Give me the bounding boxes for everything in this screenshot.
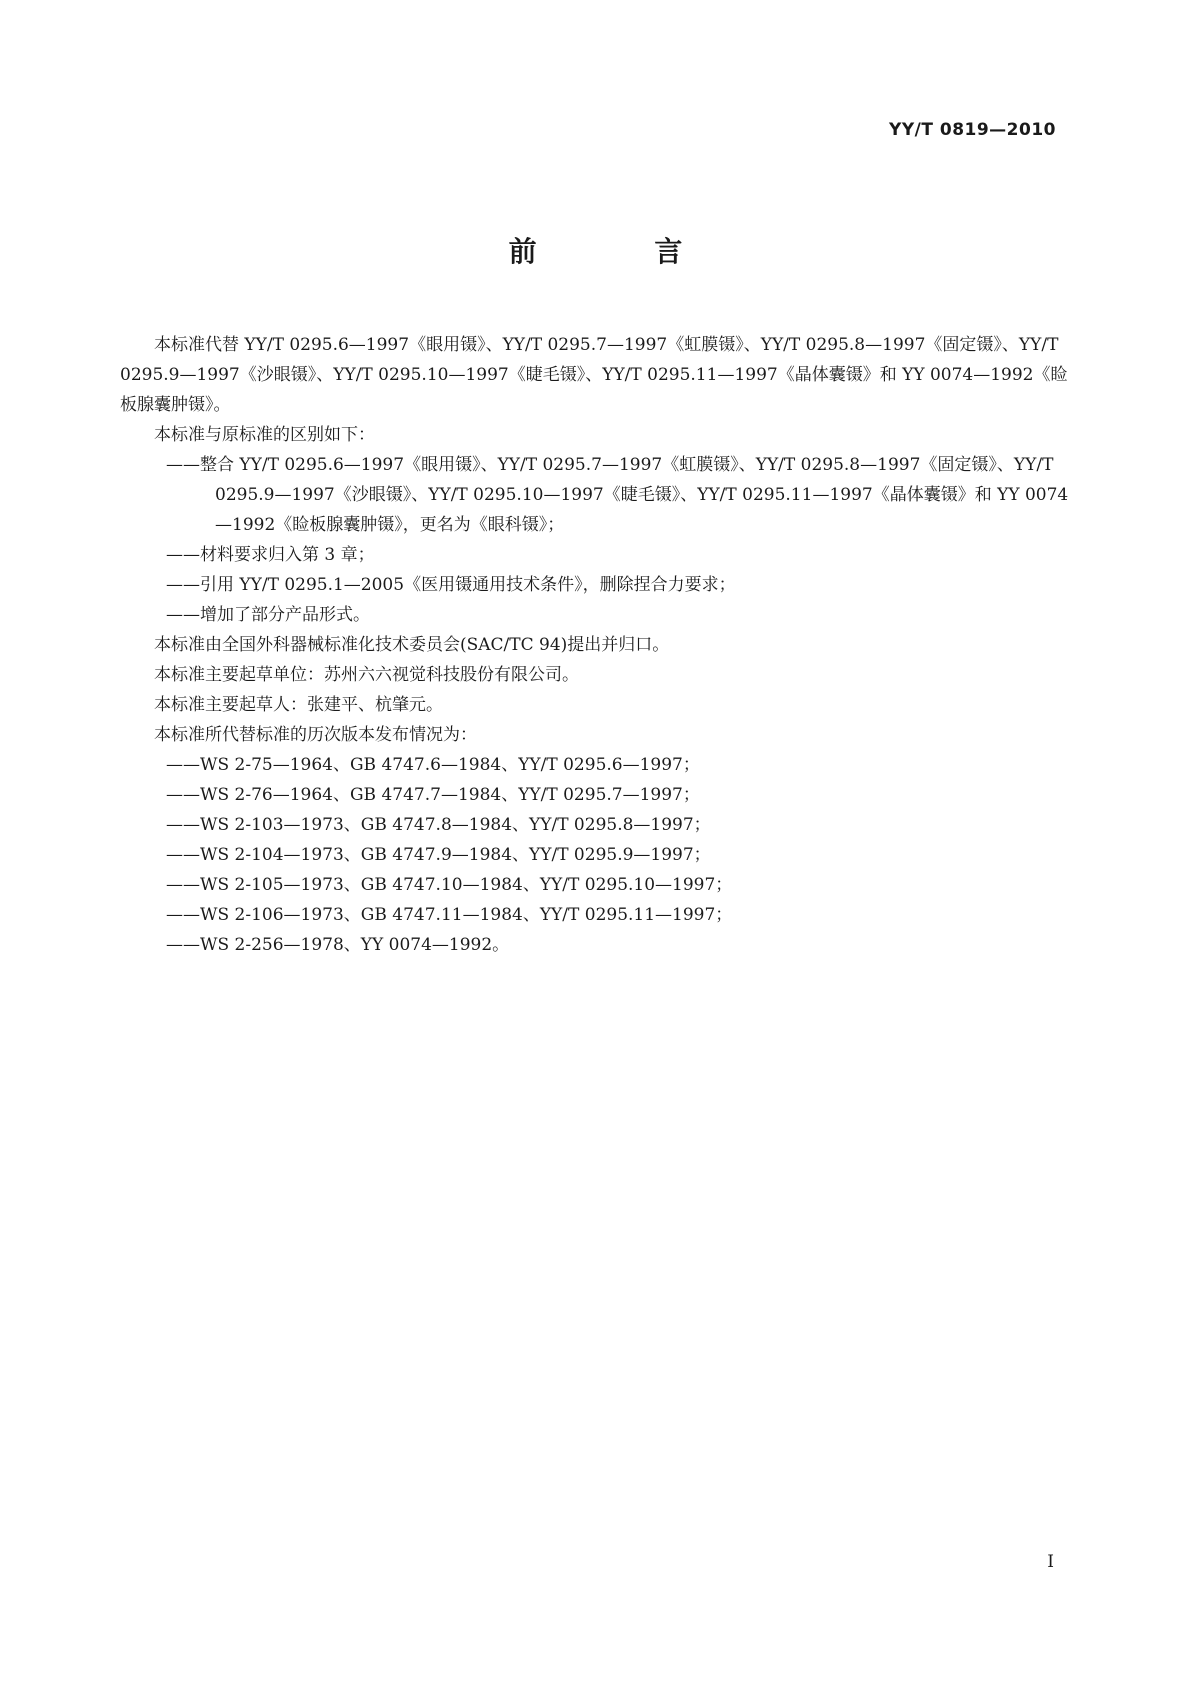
intro-paragraph: 本标准代替 YY/T 0295.6—1997《眼用镊》、YY/T 0295.7—1997《虹膜镊》、YY/T 0295.8—1997《固定镊》、YY/T 0295.9—1997《沙眼镊》、YY/T 0295.10—1997《睫毛镊》、YY/T 0295.11—1997《晶体囊镊》和 YY 0074—1992《睑板腺囊肿镊》。 (120, 335, 1068, 415)
history-item: ——WS 2-105—1973、GB 4747.10—1984、YY/T 0295.10—1997； (166, 875, 733, 895)
history-item: ——WS 2-76—1964、GB 4747.7—1984、YY/T 0295.7—1997； (166, 785, 700, 805)
history-item: ——WS 2-106—1973、GB 4747.11—1984、YY/T 0295.11—1997； (166, 905, 733, 925)
differences-intro: 本标准与原标准的区别如下： (154, 425, 375, 445)
page-number: I (1047, 1552, 1054, 1572)
history-item: ——WS 2-75—1964、GB 4747.6—1984、YY/T 0295.6—1997； (166, 755, 700, 775)
history-item: ——WS 2-104—1973、GB 4747.9—1984、YY/T 0295.9—1997； (166, 845, 711, 865)
proposer-statement: 本标准由全国外科器械标准化技术委员会(SAC/TC 94)提出并归口。 (154, 635, 670, 655)
drafters: 本标准主要起草人：张建平、杭肇元。 (154, 695, 443, 715)
difference-item: ——增加了部分产品形式。 (166, 605, 370, 625)
difference-item: ——整合 YY/T 0295.6—1997《眼用镊》、YY/T 0295.7—1997《虹膜镊》、YY/T 0295.8—1997《固定镊》、YY/T 0295.9—1997《沙眼镊》、YY/T 0295.10—1997《睫毛镊》、YY/T 0295.11—1997《晶体囊镊》和 YY 0074—1992《睑板腺囊肿镊》，更名为《眼科镊》； (166, 455, 1069, 535)
history-item: ——WS 2-256—1978、YY 0074—1992。 (166, 935, 510, 955)
standard-code: YY/T 0819—2010 (889, 120, 1056, 140)
difference-item: ——引用 YY/T 0295.1—2005《医用镊通用技术条件》，删除捏合力要求； (166, 575, 736, 595)
drafting-unit: 本标准主要起草单位：苏州六六视觉科技股份有限公司。 (154, 665, 579, 685)
foreword-body (120, 330, 1070, 960)
page-title: 前 言 (508, 235, 737, 268)
history-item: ——WS 2-103—1973、GB 4747.8—1984、YY/T 0295.8—1997； (166, 815, 711, 835)
history-intro: 本标准所代替标准的历次版本发布情况为： (154, 725, 477, 745)
difference-item: ——材料要求归入第 3 章； (166, 545, 375, 565)
